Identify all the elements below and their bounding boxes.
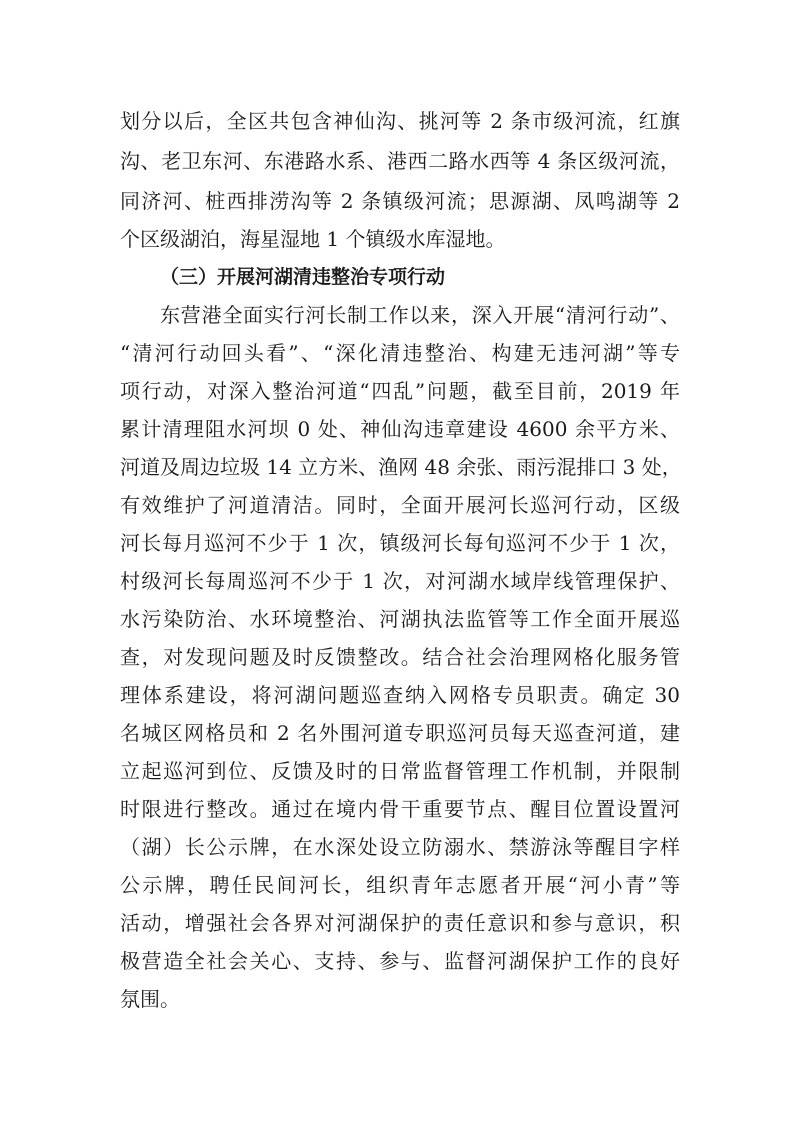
section-heading: （三）开展河湖清违整治专项行动: [160, 266, 446, 288]
paragraph-line: “清河行动回头看”、“深化清违整治、构建无违河湖”等专: [120, 341, 680, 365]
paragraph-line: 同济河、桩西排涝沟等 2 条镇级河流；思源湖、凤鸣湖等 2: [120, 189, 680, 213]
paragraph-line: 名城区网格员和 2 名外围河道专职巡河员每天巡查河道，建: [120, 721, 680, 745]
paragraph-line: 氛围。: [120, 987, 180, 1011]
paragraph-line: 时限进行整改。通过在境内骨干重要节点、醒目位置设置河: [120, 797, 680, 821]
paragraph-line: 有效维护了河道清洁。同时，全面开展河长巡河行动，区级: [120, 493, 680, 517]
paragraph-line: 个区级湖泊，海星湿地 1 个镇级水库湿地。: [120, 227, 506, 251]
paragraph-line: 查，对发现问题及时反馈整改。结合社会治理网格化服务管: [120, 645, 680, 669]
paragraph-line: 河道及周边垃圾 14 立方米、渔网 48 余张、雨污混排口 3 处，: [120, 455, 682, 479]
paragraph-line: 村级河长每周巡河不少于 1 次，对河湖水域岸线管理保护、: [120, 569, 680, 593]
paragraph-line: 累计清理阻水河坝 0 处、神仙沟违章建设 4600 余平方米、: [120, 417, 680, 441]
paragraph-line: 极营造全社会关心、支持、参与、监督河湖保护工作的良好: [120, 949, 680, 973]
paragraph-line: 划分以后，全区共包含神仙沟、挑河等 2 条市级河流，红旗: [120, 109, 680, 133]
paragraph-line: 水污染防治、水环境整治、河湖执法监管等工作全面开展巡: [120, 607, 680, 631]
paragraph-line: 公示牌，聘任民间河长，组织青年志愿者开展“河小青”等: [120, 873, 680, 897]
paragraph-line: 理体系建设，将河湖问题巡查纳入网格专员职责。确定 30: [120, 683, 680, 707]
paragraph-line: 活动，增强社会各界对河湖保护的责任意识和参与意识，积: [120, 911, 680, 935]
paragraph-line: 项行动，对深入整治河道“四乱”问题，截至目前，2019 年: [120, 379, 680, 403]
paragraph-line: 东营港全面实行河长制工作以来，深入开展“清河行动”、: [160, 303, 680, 327]
paragraph-line: 河长每月巡河不少于 1 次，镇级河长每旬巡河不少于 1 次，: [120, 531, 680, 555]
paragraph-line: 沟、老卫东河、东港路水系、港西二路水西等 4 条区级河流，: [120, 149, 680, 173]
paragraph-line: （湖）长公示牌，在水深处设立防溺水、禁游泳等醒目字样: [120, 835, 680, 859]
paragraph-line: 立起巡河到位、反馈及时的日常监督管理工作机制，并限制: [120, 759, 680, 783]
